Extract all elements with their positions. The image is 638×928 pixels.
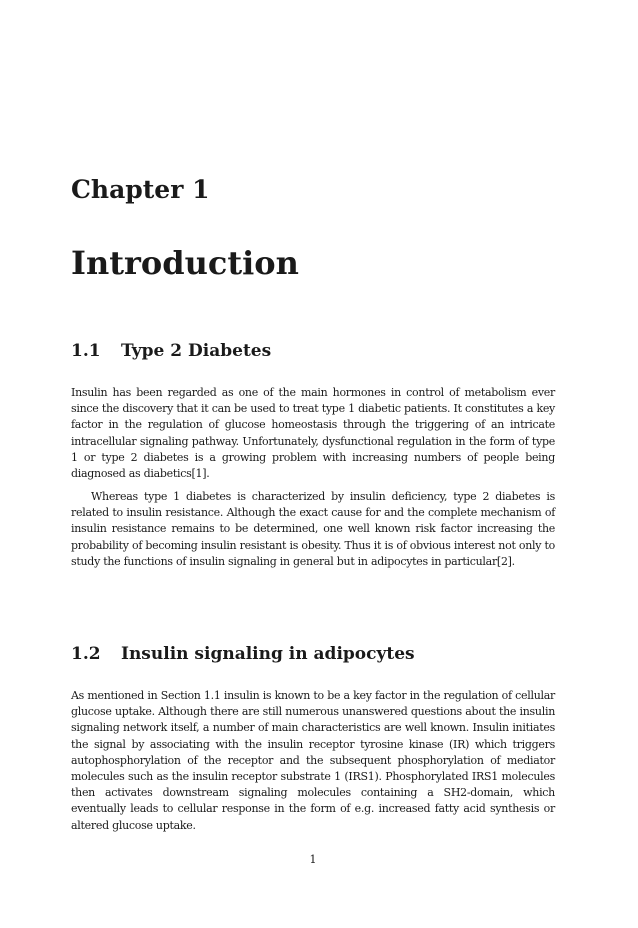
section-title: Insulin signaling in adipocytes xyxy=(121,644,415,664)
paragraph: Whereas type 1 diabetes is characterized by insulin deficiency, type 2 diabetes is related to insulin resistance. Although the exact cause for and the complete mechanism of insulin resistance remains to be determined, one well known risk factor increasing the probability of becoming insulin resistant is obesity. Thus it is of obvious interest not only to study the functions of insulin signaling in general but in adipocytes in particular[2]. xyxy=(71,490,555,568)
paragraph: As mentioned in Section 1.1 insulin is known to be a key factor in the regulation of cellular glucose uptake. Although there are still numerous unanswered questions about the insulin signaling network itself, a number of main characteristics are well known. Insulin initiates the signal by associating with the insulin receptor tyrosine kinase (IR) which triggers autophosphorylation of the receptor and the subsequent phosphorylation of mediator molecules such as the insulin receptor substrate 1 (IRS1). Phosphorylated IRS1 molecules then activates downstream signaling molecules containing a SH2-domain, which eventually leads to cellular response in the form of e.g. increased fatty acid synthesis or altered glucose uptake. xyxy=(71,689,555,832)
section-number: 1.2 xyxy=(71,644,101,664)
section-heading-1-1 xyxy=(71,340,271,362)
chapter-title: Introduction xyxy=(71,244,299,282)
section-number: 1.1 xyxy=(71,341,101,361)
document-page xyxy=(71,0,555,928)
section-heading-1-2 xyxy=(71,643,415,665)
chapter-label: Chapter 1 xyxy=(71,175,210,204)
paragraph: Insulin has been regarded as one of the main hormones in control of metabolism ever since the discovery that it can be used to treat type 1 diabetic patients. It constitutes a key factor in the regulation of glucose homeostasis through the triggering of an intricate intracellular signaling pathway. Unfortunately, dysfunctional regulation in the form of type 1 or type 2 diabetes is a growing problem with increasing numbers of people being diagnosed as diabetics[1]. xyxy=(71,386,555,481)
section-title: Type 2 Diabetes xyxy=(121,341,272,361)
page-number: 1 xyxy=(309,853,317,866)
